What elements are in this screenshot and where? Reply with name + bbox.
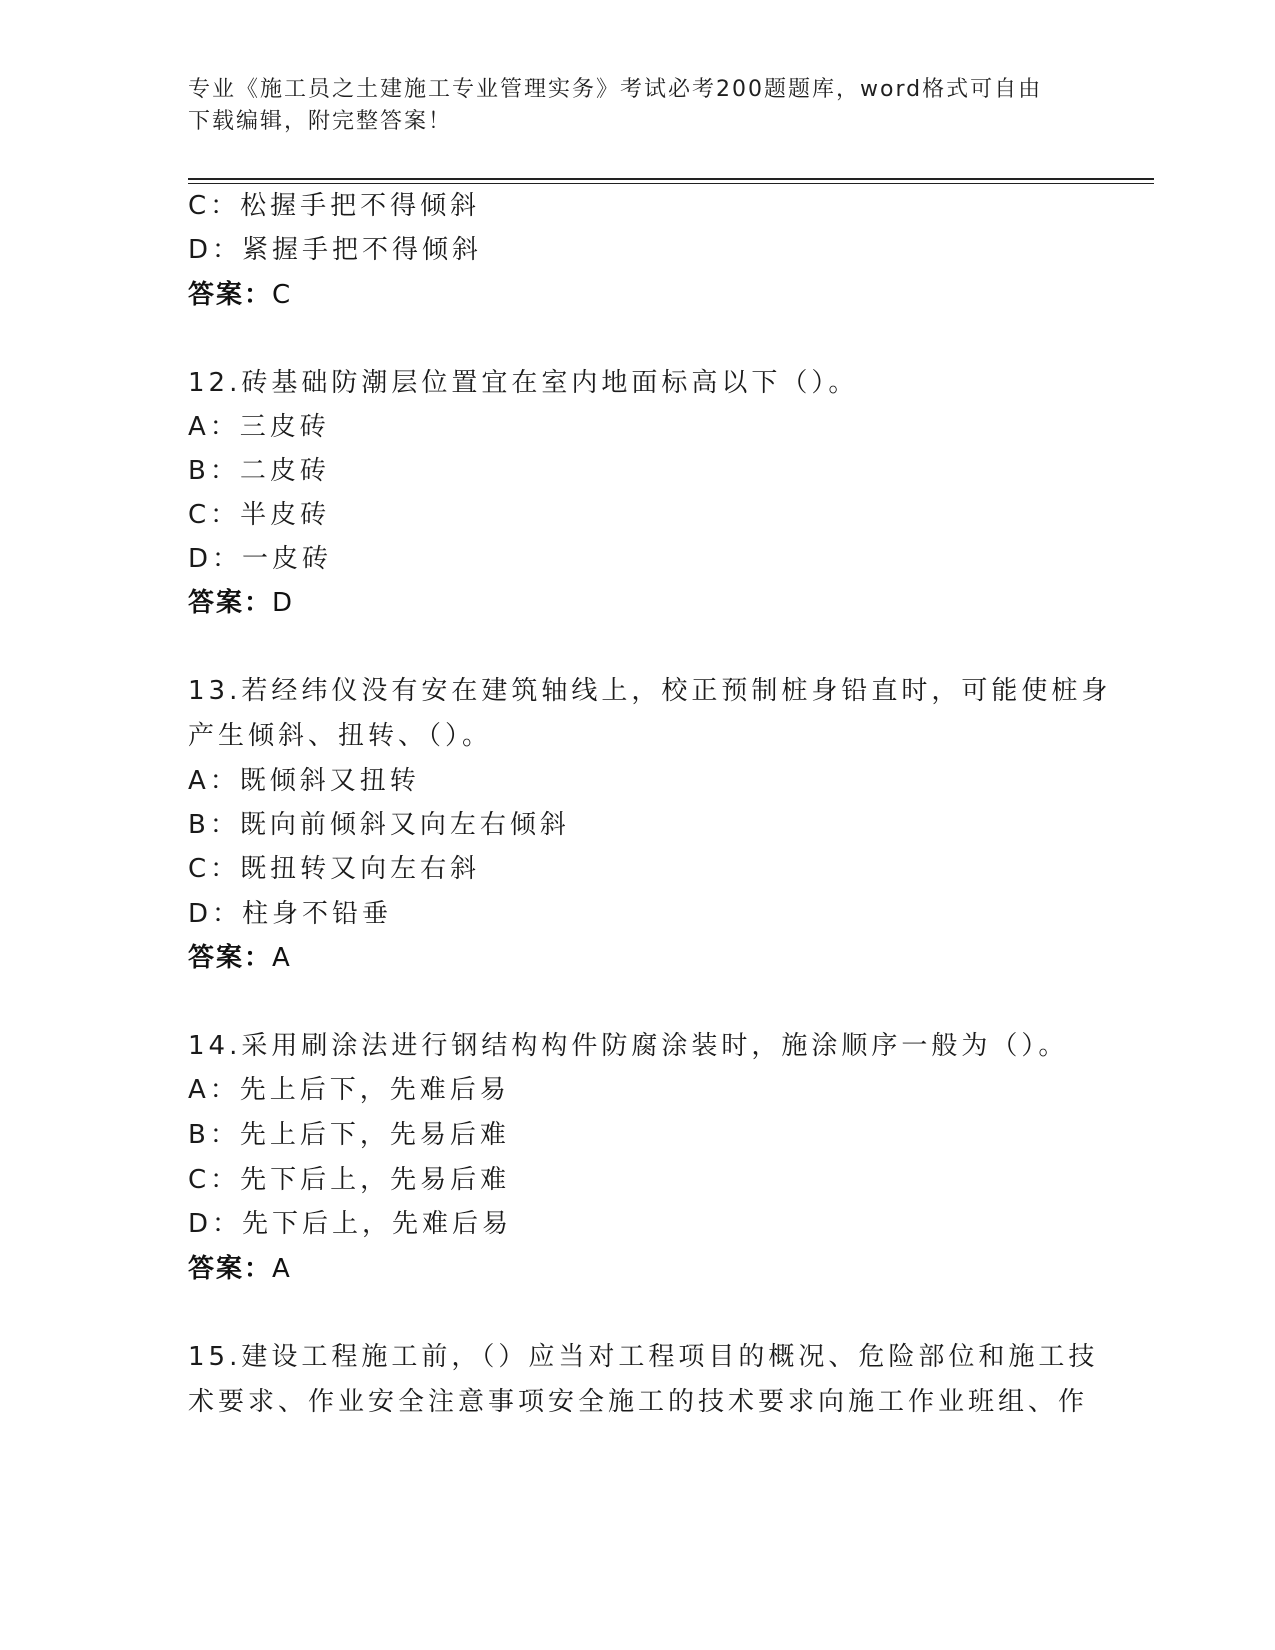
q14-option-a: A：先上后下，先难后易 [188,1075,510,1105]
q13-answer [188,937,292,974]
answer-label: 答案： [188,943,273,973]
answer-value: C [272,280,293,310]
answer-label: 答案： [188,588,273,618]
q14-answer [188,1248,292,1285]
q13-stem-line-1: 13.若经纬仪没有安在建筑轴线上，校正预制桩身铅直时，可能使桩身 [188,676,1112,706]
answer-label: 答案： [188,1254,273,1284]
q13-stem-line-2: 产生倾斜、扭转、（）。 [188,721,493,751]
answer-value: A [272,943,292,973]
q15-stem-line-2: 术要求、作业安全注意事项安全施工的技术要求向施工作业班组、作 [188,1387,1089,1417]
header-line-1: 专业《施工员之土建施工专业管理实务》考试必考200题题库，word格式可自由 [188,77,1043,102]
q15-stem-line-1: 15.建设工程施工前，（）应当对工程项目的概况、危险部位和施工技 [188,1342,1099,1372]
q14-option-c: C：先下后上，先易后难 [188,1165,511,1195]
header-line-2: 下载编辑，附完整答案！ [188,109,453,134]
q11-option-d: D：紧握手把不得倾斜 [188,235,483,265]
header-divider-thick [188,178,1154,180]
q13-option-d: D：柱身不铅垂 [188,899,393,929]
header-divider-thin [188,183,1154,184]
q12-option-a: A：三皮砖 [188,412,330,442]
q12-stem: 12.砖基础防潮层位置宜在室内地面标高以下（）。 [188,368,859,398]
q12-option-d: D：一皮砖 [188,544,333,574]
q14-option-b: B：先上后下，先易后难 [188,1120,510,1150]
q12-answer [188,582,294,619]
answer-value: A [272,1254,292,1284]
q11-option-c: C：松握手把不得倾斜 [188,191,481,221]
answer-label: 答案： [188,280,273,310]
q12-option-b: B：二皮砖 [188,456,330,486]
document-header [188,74,1068,138]
q14-option-d: D：先下后上，先难后易 [188,1209,513,1239]
q11-answer [188,274,292,311]
q13-option-b: B：既向前倾斜又向左右倾斜 [188,810,570,840]
answer-value: D [272,588,295,618]
q14-stem: 14.采用刷涂法进行钢结构构件防腐涂装时，施涂顺序一般为（）。 [188,1031,1069,1061]
q13-option-c: C：既扭转又向左右斜 [188,854,481,884]
q12-option-c: C：半皮砖 [188,500,331,530]
q13-option-a: A：既倾斜又扭转 [188,766,420,796]
